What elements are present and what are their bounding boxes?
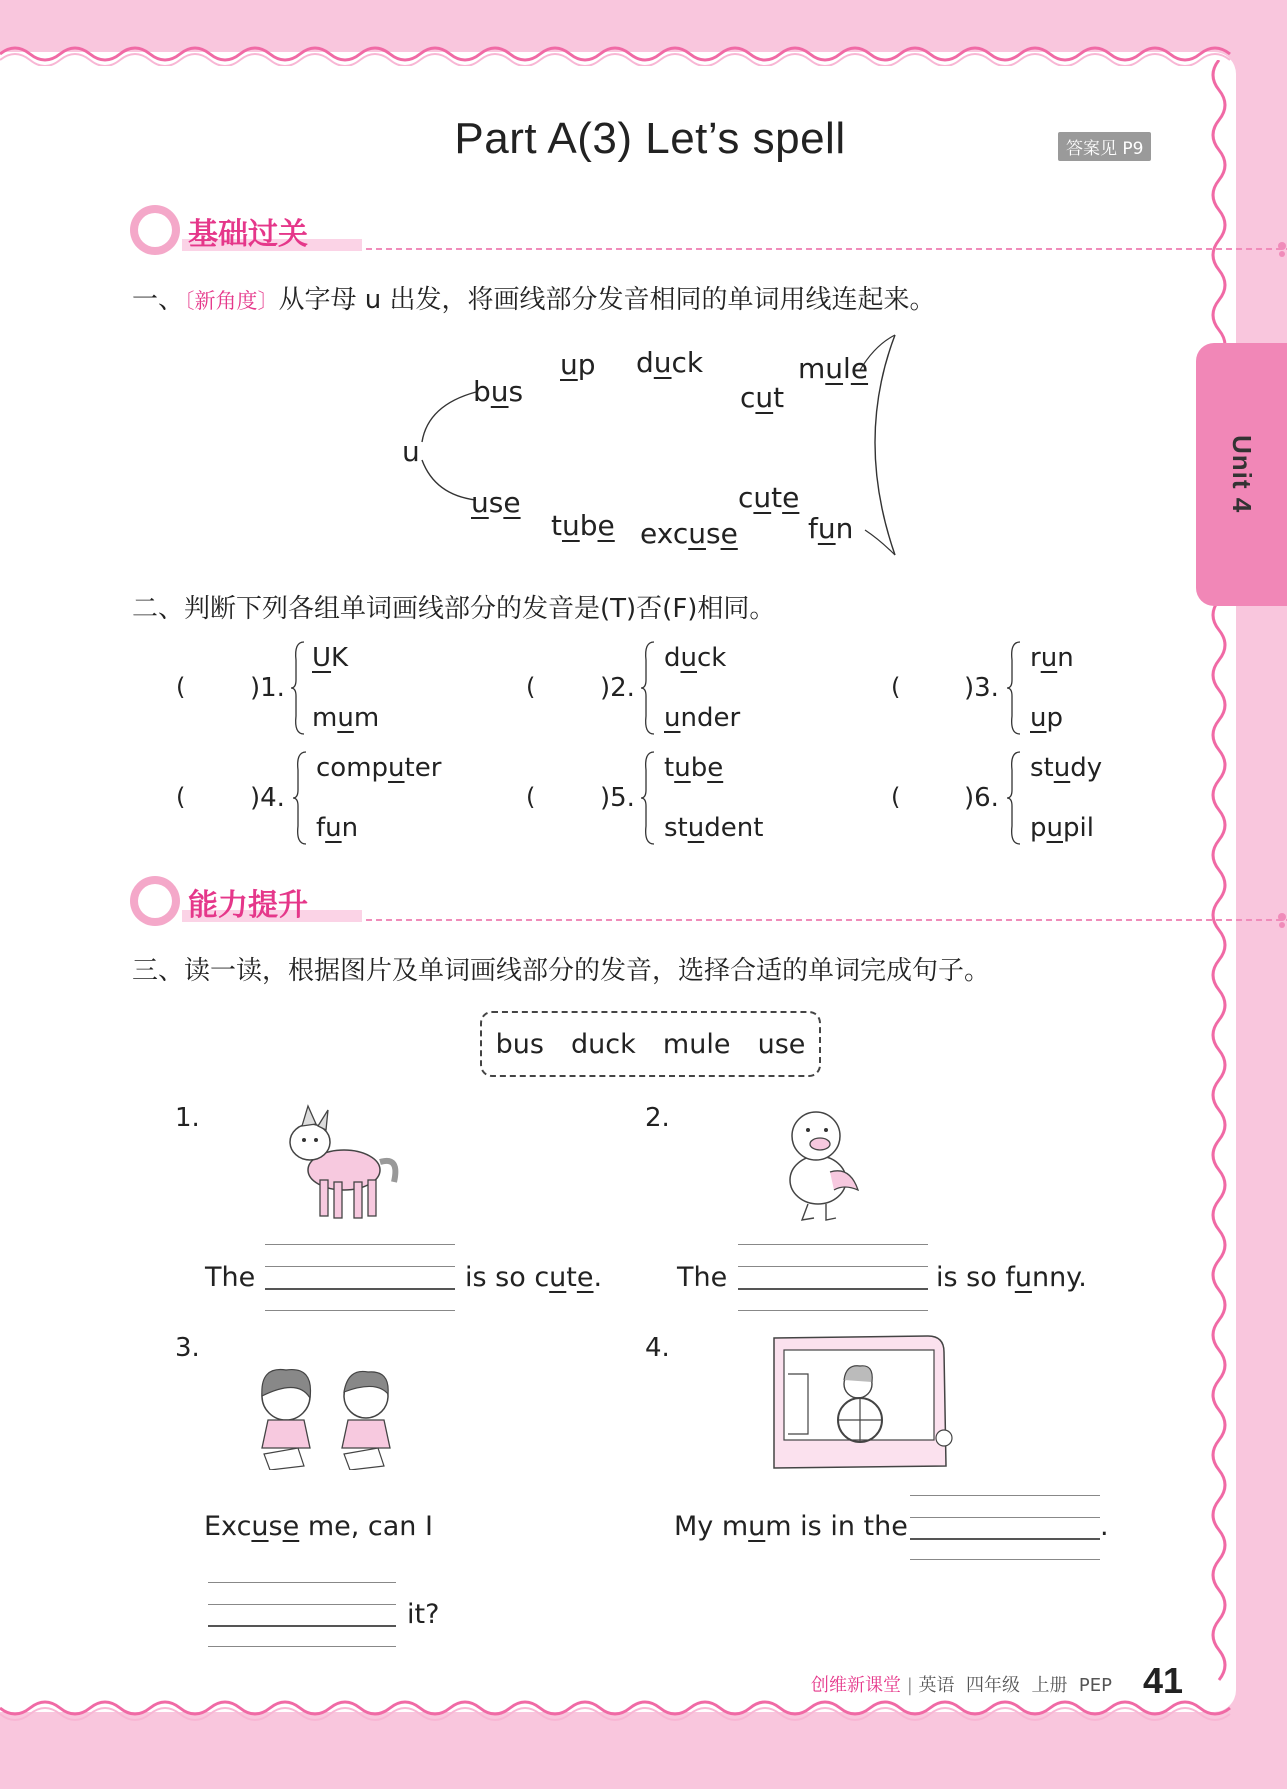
footer-separator: |	[906, 1675, 913, 1696]
word-bottom: pupil	[1030, 813, 1094, 843]
dashed-divider	[366, 919, 1287, 921]
answer-bracket-open[interactable]: (	[176, 783, 186, 811]
brace-icon	[292, 750, 308, 846]
sentence-start: My mum is in the	[674, 1511, 908, 1542]
answer-bracket-open[interactable]: (	[891, 783, 901, 811]
word-tube: tube	[551, 509, 615, 542]
word-cute: cute	[738, 481, 800, 514]
unit-side-tab	[1196, 343, 1287, 606]
item-number: )2.	[600, 673, 635, 703]
sentence-start: Excuse me, can I	[204, 1511, 433, 1542]
word-top: UK	[312, 643, 349, 673]
answer-bracket-open[interactable]: (	[176, 673, 186, 701]
question-1-prompt	[132, 279, 936, 316]
sentence-end: it?	[407, 1599, 440, 1630]
word-duck: duck	[636, 346, 704, 379]
item-number: )1.	[250, 673, 285, 703]
item-number: 2.	[645, 1103, 670, 1133]
word-bank-item: use	[757, 1028, 806, 1060]
sentence-end: .	[1100, 1511, 1109, 1542]
question-3-prompt: 三、读一读，根据图片及单词画线部分的发音，选择合适的单词完成句子。	[132, 956, 991, 986]
word-top: tube	[664, 753, 724, 783]
word-bottom: up	[1030, 703, 1063, 733]
word-bus: bus	[473, 375, 524, 408]
sentence-start: The	[677, 1262, 728, 1293]
footer-subject: 英语	[918, 1675, 955, 1696]
section-title: 基础过关	[188, 217, 308, 252]
brace-icon	[1006, 750, 1022, 846]
footer-volume: 上册	[1031, 1675, 1068, 1696]
answer-blank[interactable]	[738, 1244, 928, 1312]
question-number: 一、	[132, 285, 185, 315]
item-number: 4.	[645, 1333, 670, 1363]
answer-bracket-open[interactable]: (	[526, 783, 536, 811]
children-picture	[248, 1362, 408, 1470]
item-number: )4.	[250, 783, 285, 813]
section-heading-basic	[130, 205, 1287, 255]
footer-grade: 四年级	[966, 1675, 1020, 1696]
wavy-border-top	[0, 40, 1236, 66]
word-top: study	[1030, 753, 1103, 783]
sentence-end: is so funny.	[936, 1262, 1087, 1293]
word-top: computer	[316, 753, 442, 783]
section-title: 能力提升	[188, 888, 308, 923]
answer-blank[interactable]	[910, 1495, 1100, 1561]
bus-driver-picture	[768, 1334, 954, 1474]
word-bottom: fun	[316, 813, 359, 843]
item-number: 3.	[175, 1333, 200, 1363]
brace-icon	[290, 640, 306, 736]
word-fun: fun	[808, 512, 854, 545]
section-heading-advanced	[130, 876, 1287, 926]
unit-tab-label: Unit 4	[1227, 435, 1257, 514]
word-mule: mule	[798, 352, 869, 385]
brace-icon	[640, 640, 656, 736]
word-top: duck	[664, 643, 727, 673]
answer-blank[interactable]	[208, 1582, 396, 1648]
word-bank-box	[480, 1011, 821, 1077]
footer-info	[811, 1671, 1112, 1697]
mule-picture	[282, 1100, 402, 1226]
word-up: up	[560, 348, 596, 381]
word-use: use	[471, 486, 521, 519]
question-text: 从字母 u 出发，将画线部分发音相同的单词用线连起来。	[278, 285, 936, 315]
wavy-border-bottom	[0, 1700, 1236, 1726]
dashed-divider	[366, 248, 1287, 250]
answer-bracket-open[interactable]: (	[526, 673, 536, 701]
brace-icon	[1006, 640, 1022, 736]
root-letter-u: u	[402, 435, 420, 468]
item-number: )3.	[964, 673, 999, 703]
word-bottom: under	[664, 703, 741, 733]
item-number: )5.	[600, 783, 635, 813]
sentence-start: The	[205, 1262, 256, 1293]
dots-icon	[1276, 241, 1287, 257]
brace-icon	[640, 750, 656, 846]
new-angle-tag: 〔新角度〕	[184, 289, 279, 313]
word-bank-item: mule	[662, 1028, 731, 1060]
word-top: run	[1030, 643, 1074, 673]
page-number: 41	[1143, 1660, 1184, 1701]
word-bottom: mum	[312, 703, 380, 733]
item-number: )6.	[964, 783, 999, 813]
page-title: Part A(3) Let’s spell	[454, 114, 846, 163]
footer-brand: 创维新课堂	[811, 1675, 901, 1696]
sentence-end: is so cute.	[465, 1262, 603, 1293]
answer-bracket-open[interactable]: (	[891, 673, 901, 701]
answer-blank[interactable]	[265, 1244, 455, 1312]
word-bank-item: duck	[571, 1028, 636, 1060]
word-excuse: excuse	[640, 517, 738, 550]
item-number: 1.	[175, 1103, 200, 1133]
answer-reference-badge: 答案见 P9	[1058, 132, 1151, 161]
word-cut: cut	[740, 381, 785, 414]
girl-face-icon	[130, 205, 180, 255]
question-2-prompt: 二、判断下列各组单词画线部分的发音是(T)否(F)相同。	[132, 594, 776, 624]
dots-icon	[1276, 912, 1287, 928]
word-bottom: student	[664, 813, 764, 843]
footer-edition: PEP	[1078, 1675, 1112, 1696]
word-bank-item: bus	[495, 1028, 544, 1060]
duck-picture	[778, 1100, 868, 1226]
boy-face-icon	[130, 876, 180, 926]
